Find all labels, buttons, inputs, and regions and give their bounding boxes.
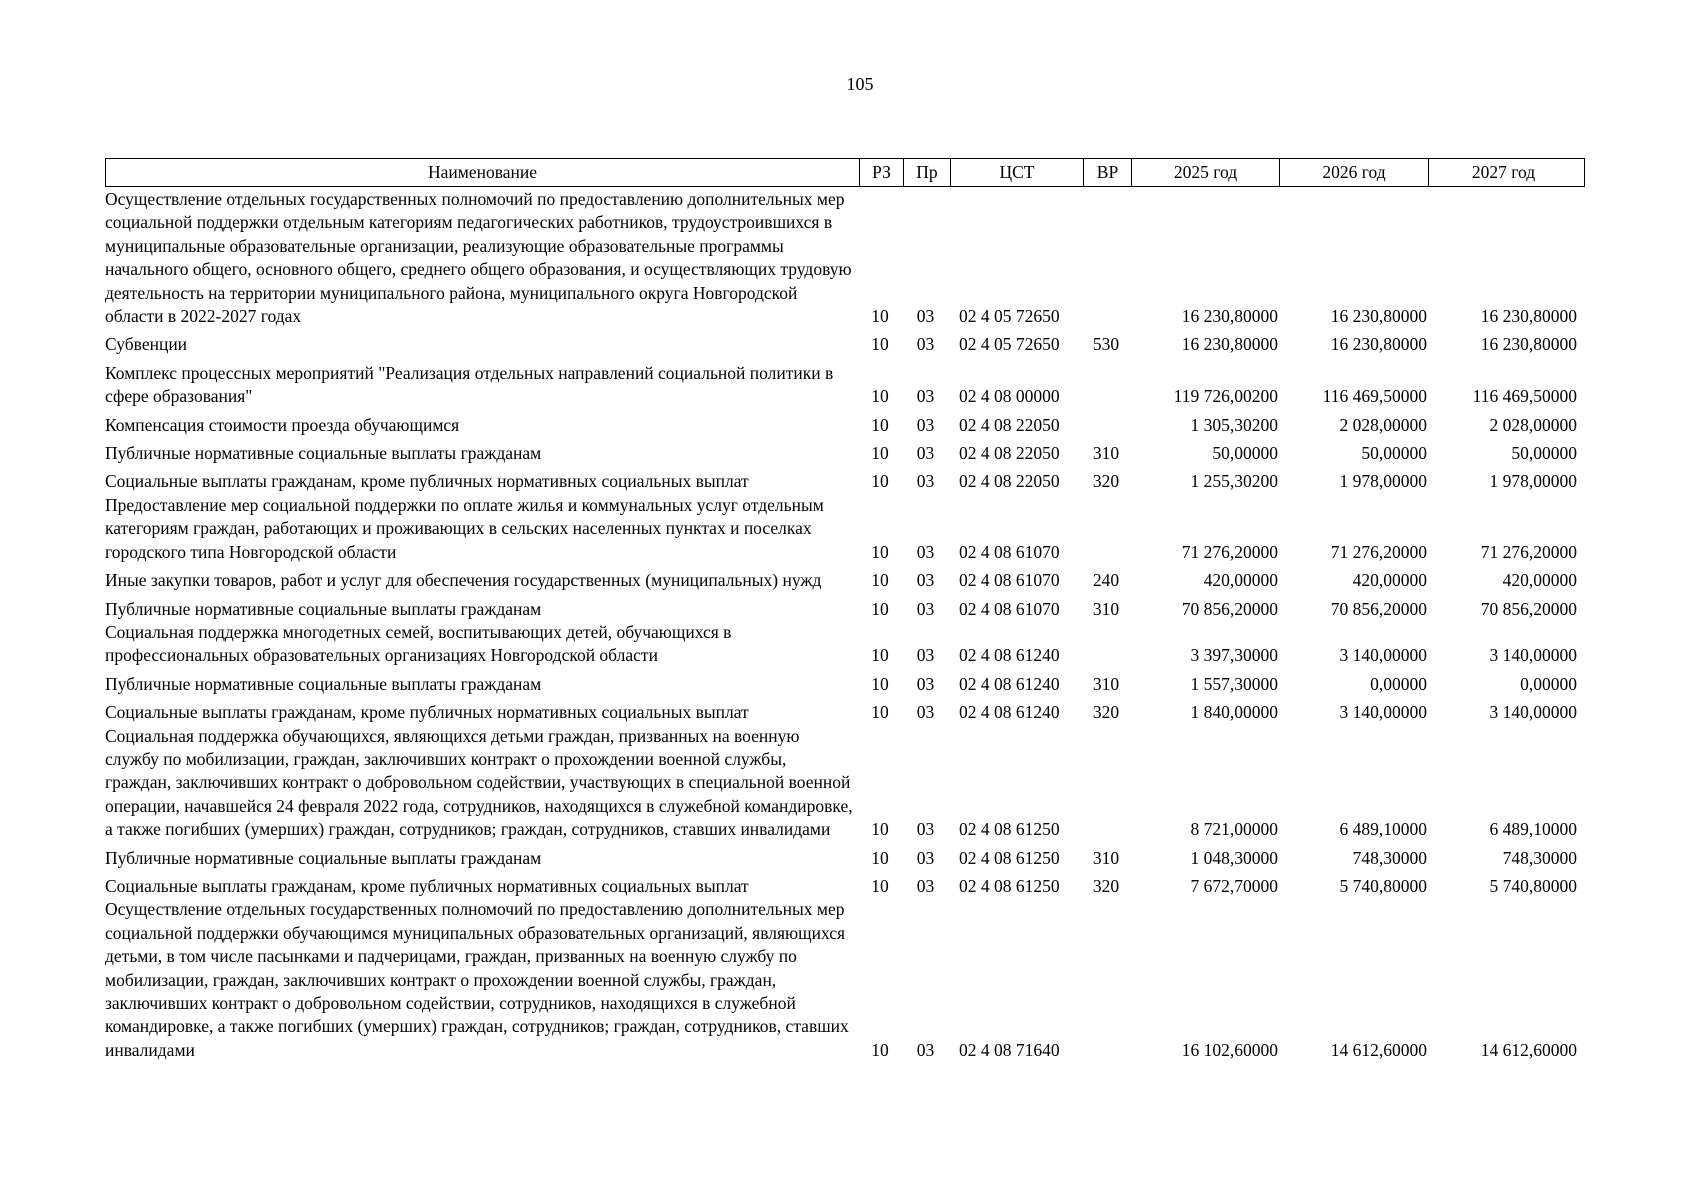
row-2025: 70 856,20000 <box>1181 598 1278 619</box>
row-2027: 50,00000 <box>1511 443 1577 464</box>
header-2026: 2026 год <box>1279 159 1428 186</box>
header-vr: ВР <box>1083 159 1131 186</box>
row-2025: 1 305,30200 <box>1190 414 1278 435</box>
row-pr: 03 <box>916 386 935 407</box>
row-2026: 5 740,80000 <box>1339 875 1427 896</box>
row-pr: 03 <box>916 645 935 666</box>
row-2027: 16 230,80000 <box>1480 306 1577 327</box>
row-cst: 02 4 08 61070 <box>959 598 1060 619</box>
header-cst: ЦСТ <box>950 159 1083 186</box>
row-vr: 240 <box>1092 570 1120 591</box>
row-rz: 10 <box>871 875 889 896</box>
row-pr: 03 <box>916 819 935 840</box>
table-row <box>105 494 1585 564</box>
row-cst: 02 4 08 61070 <box>959 570 1060 591</box>
row-cst: 02 4 08 61070 <box>959 541 1060 562</box>
row-rz: 10 <box>871 443 889 464</box>
row-name: Социальная поддержка многодетных семей, воспитывающих детей, обучающихся в профессиональных образовательных организациях Новгородской области <box>105 621 732 666</box>
row-2027: 748,30000 <box>1502 847 1577 868</box>
row-name: Субвенции <box>105 334 188 355</box>
row-2025: 8 721,00000 <box>1190 819 1278 840</box>
table-row <box>105 725 1585 842</box>
row-2027: 5 740,80000 <box>1489 875 1577 896</box>
row-rz: 10 <box>871 471 889 492</box>
row-vr: 310 <box>1092 443 1120 464</box>
table-row <box>105 847 1585 870</box>
table-row <box>105 598 1585 621</box>
row-name: Социальные выплаты гражданам, кроме публичных нормативных социальных выплат <box>105 471 749 492</box>
row-cst: 02 4 08 61240 <box>959 702 1060 723</box>
row-2025: 1 255,30200 <box>1190 471 1278 492</box>
row-2026: 70 856,20000 <box>1330 598 1427 619</box>
row-pr: 03 <box>916 673 935 694</box>
row-vr: 530 <box>1092 334 1120 355</box>
row-2025: 119 726,00200 <box>1173 386 1278 407</box>
table-row <box>105 414 1585 437</box>
row-2026: 50,00000 <box>1361 443 1427 464</box>
row-name: Публичные нормативные социальные выплаты гражданам <box>105 598 542 619</box>
row-2025: 16 102,60000 <box>1181 1039 1278 1060</box>
row-rz: 10 <box>871 306 889 327</box>
row-2025: 16 230,80000 <box>1181 306 1278 327</box>
row-rz: 10 <box>871 598 889 619</box>
row-rz: 10 <box>871 414 889 435</box>
row-2027: 16 230,80000 <box>1480 334 1577 355</box>
row-pr: 03 <box>916 875 935 896</box>
row-name: Социальная поддержка обучающихся, являющихся детьми граждан, призванных на военную службу по мобилизации, граждан, заключивших контракт о прохождении военной службы, граждан, заключивших контракт о добровольном содействии, участвующих в специальной военной операции, начавшейся 24 февраля 2022 года, сотрудников, находящихся в служебной командировке, а также погибших (умерших) граждан, сотрудников; граждан, сотрудников, ставших инвалидами <box>105 725 853 840</box>
row-2027: 3 140,00000 <box>1489 645 1577 666</box>
row-2026: 0,00000 <box>1370 673 1427 694</box>
row-pr: 03 <box>916 598 935 619</box>
row-2025: 420,00000 <box>1203 570 1278 591</box>
row-cst: 02 4 08 61250 <box>959 847 1060 868</box>
row-2026: 16 230,80000 <box>1330 306 1427 327</box>
row-cst: 02 4 08 61240 <box>959 645 1060 666</box>
row-name: Публичные нормативные социальные выплаты гражданам <box>105 443 542 464</box>
row-2027: 70 856,20000 <box>1480 598 1577 619</box>
row-2026: 3 140,00000 <box>1339 645 1427 666</box>
table-row <box>105 875 1585 898</box>
row-rz: 10 <box>871 847 889 868</box>
row-pr: 03 <box>916 702 935 723</box>
row-rz: 10 <box>871 645 889 666</box>
header-2025: 2025 год <box>1131 159 1279 186</box>
row-2027: 71 276,20000 <box>1480 541 1577 562</box>
row-cst: 02 4 08 61250 <box>959 875 1060 896</box>
row-rz: 10 <box>871 702 889 723</box>
row-name: Предоставление мер социальной поддержки по оплате жилья и коммунальных услуг отдельным категориям граждан, работающих и проживающих в сельских населенных пунктах и поселках городского типа Новгородской области <box>105 494 824 562</box>
row-2027: 116 469,50000 <box>1472 386 1577 407</box>
row-cst: 02 4 08 22050 <box>959 443 1060 464</box>
row-2027: 14 612,60000 <box>1480 1039 1577 1060</box>
table-row <box>105 362 1585 409</box>
row-pr: 03 <box>916 443 935 464</box>
row-vr: 320 <box>1092 471 1120 492</box>
row-pr: 03 <box>916 414 935 435</box>
table-row <box>105 333 1585 356</box>
row-cst: 02 4 08 71640 <box>959 1039 1060 1060</box>
row-cst: 02 4 08 22050 <box>959 471 1060 492</box>
row-cst: 02 4 05 72650 <box>959 334 1060 355</box>
page-number: 105 <box>846 74 874 94</box>
row-vr: 310 <box>1092 598 1120 619</box>
row-2026: 71 276,20000 <box>1330 541 1427 562</box>
row-name: Осуществление отдельных государственных полномочий по предоставлению дополнительных мер социальной поддержки отдельным категориям педагогических работников, трудоустроившихся в муниципальные образовательные организации, реализующие образовательные программы начального общего, основного общего, среднего общего образования, и осуществляющих трудовую деятельность на территории муниципального района, муниципального округа Новгородской области в 2022-2027 годах <box>105 189 852 327</box>
row-pr: 03 <box>916 306 935 327</box>
row-2026: 14 612,60000 <box>1330 1039 1427 1060</box>
row-cst: 02 4 05 72650 <box>959 306 1060 327</box>
row-name: Социальные выплаты гражданам, кроме публичных нормативных социальных выплат <box>105 702 749 723</box>
header-pr: Пр <box>903 159 950 186</box>
row-rz: 10 <box>871 570 889 591</box>
row-2025: 7 672,70000 <box>1190 875 1278 896</box>
row-2027: 3 140,00000 <box>1489 702 1577 723</box>
row-2026: 16 230,80000 <box>1330 334 1427 355</box>
row-2025: 1 557,30000 <box>1190 673 1278 694</box>
table-body <box>105 188 1585 1067</box>
row-rz: 10 <box>871 819 889 840</box>
row-pr: 03 <box>916 541 935 562</box>
row-pr: 03 <box>916 570 935 591</box>
row-vr: 310 <box>1092 847 1120 868</box>
table-row <box>105 470 1585 493</box>
row-rz: 10 <box>871 673 889 694</box>
row-name: Социальные выплаты гражданам, кроме публичных нормативных социальных выплат <box>105 875 749 896</box>
row-2027: 1 978,00000 <box>1489 471 1577 492</box>
row-name: Осуществление отдельных государственных полномочий по предоставлению дополнительных мер социальной поддержки обучающимся муниципальных образовательных организаций, являющихся детьми, в том числе пасынками и падчерицами, граждан, призванных на военную службу по мобилизации, граждан, заключивших контракт о прохождении военной службы, граждан, заключивших контракт о добровольном содействии, сотрудников, находящихся в служебной командировке, а также погибших (умерших) граждан, сотрудников; граждан, сотрудников, ставших инвалидами <box>105 899 849 1060</box>
row-name: Комплекс процессных мероприятий "Реализация отдельных направлений социальной политики в сфере образования" <box>105 362 834 407</box>
row-rz: 10 <box>871 386 889 407</box>
row-vr: 310 <box>1092 673 1120 694</box>
row-rz: 10 <box>871 541 889 562</box>
row-pr: 03 <box>916 1039 935 1060</box>
row-name: Иные закупки товаров, работ и услуг для обеспечения государственных (муниципальных) нужд <box>105 570 822 591</box>
header-rz: РЗ <box>859 159 903 186</box>
row-2026: 420,00000 <box>1352 570 1427 591</box>
row-2026: 1 978,00000 <box>1339 471 1427 492</box>
row-pr: 03 <box>916 847 935 868</box>
row-name: Публичные нормативные социальные выплаты гражданам <box>105 673 542 694</box>
row-rz: 10 <box>871 1039 889 1060</box>
table-row <box>105 898 1585 1062</box>
row-cst: 02 4 08 00000 <box>959 386 1060 407</box>
row-2027: 0,00000 <box>1520 673 1577 694</box>
header-name: Наименование <box>427 162 538 182</box>
row-2026: 748,30000 <box>1352 847 1427 868</box>
row-name: Публичные нормативные социальные выплаты гражданам <box>105 847 542 868</box>
table-row <box>105 673 1585 696</box>
row-2026: 2 028,00000 <box>1339 414 1427 435</box>
table-row <box>105 701 1585 724</box>
table-row <box>105 621 1585 668</box>
row-2027: 6 489,10000 <box>1489 819 1577 840</box>
row-2025: 1 048,30000 <box>1190 847 1278 868</box>
row-2026: 6 489,10000 <box>1339 819 1427 840</box>
row-2027: 2 028,00000 <box>1489 414 1577 435</box>
row-name: Компенсация стоимости проезда обучающимся <box>105 414 460 435</box>
row-2025: 50,00000 <box>1212 443 1278 464</box>
row-2025: 16 230,80000 <box>1181 334 1278 355</box>
row-2026: 3 140,00000 <box>1339 702 1427 723</box>
table-row <box>105 188 1585 328</box>
table-header <box>105 158 1585 187</box>
row-2025: 1 840,00000 <box>1190 702 1278 723</box>
row-cst: 02 4 08 22050 <box>959 414 1060 435</box>
row-pr: 03 <box>916 471 935 492</box>
row-2025: 3 397,30000 <box>1190 645 1278 666</box>
row-2025: 71 276,20000 <box>1181 541 1278 562</box>
header-2027: 2027 год <box>1428 159 1578 186</box>
row-cst: 02 4 08 61240 <box>959 673 1060 694</box>
row-rz: 10 <box>871 334 889 355</box>
row-pr: 03 <box>916 334 935 355</box>
row-2027: 420,00000 <box>1502 570 1577 591</box>
table-row <box>105 569 1585 592</box>
row-2026: 116 469,50000 <box>1322 386 1427 407</box>
row-vr: 320 <box>1092 702 1120 723</box>
row-cst: 02 4 08 61250 <box>959 819 1060 840</box>
row-vr: 320 <box>1092 875 1120 896</box>
table-row <box>105 442 1585 465</box>
